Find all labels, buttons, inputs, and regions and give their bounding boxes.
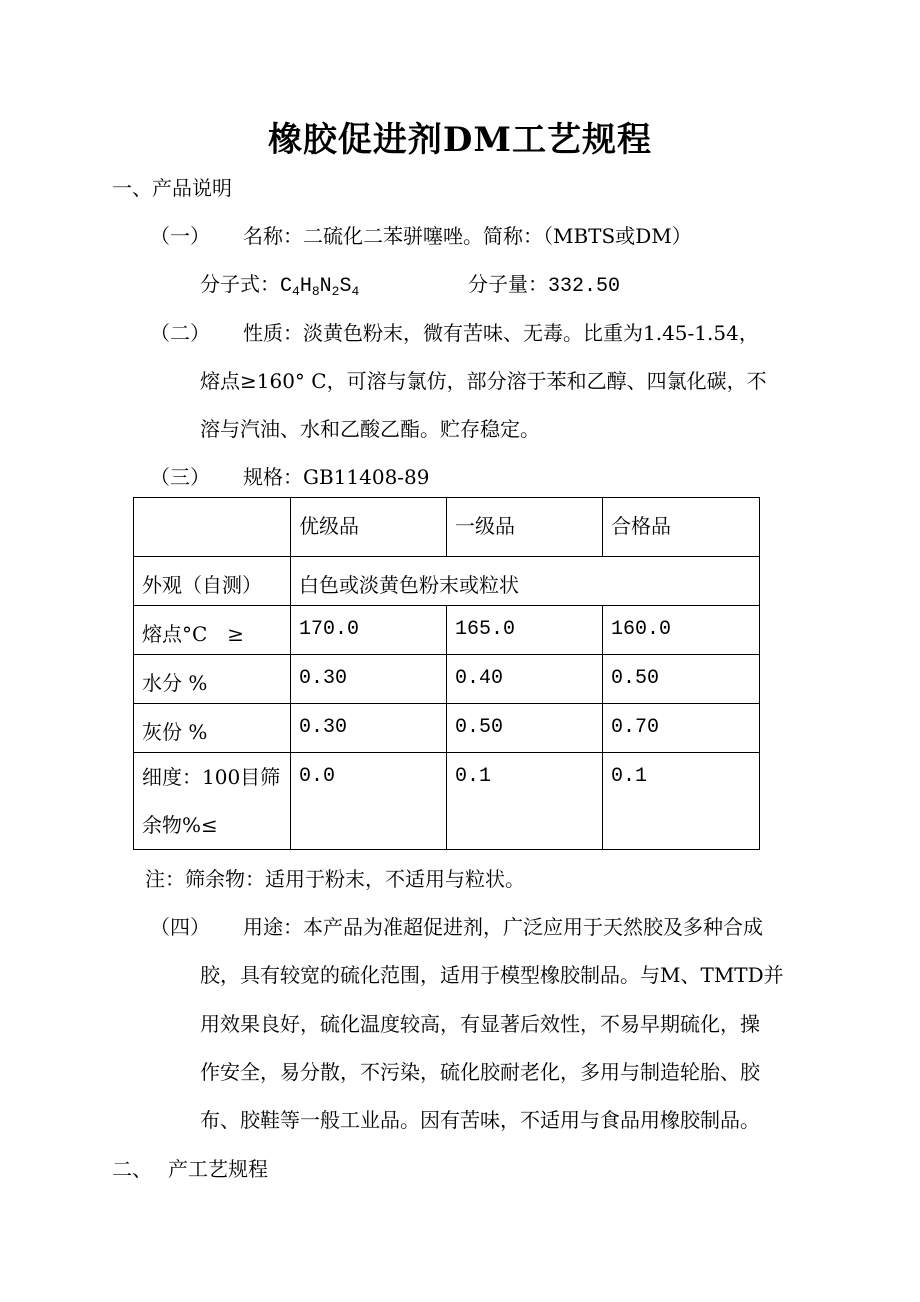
mw-label: 分子量：	[468, 272, 548, 296]
table-cell: 0.0	[291, 753, 447, 850]
usage-line-4: 作安全，易分散，不污染，硫化胶耐老化，多用与制造轮胎、胶	[200, 1060, 760, 1084]
item-number-4: （四）	[150, 915, 210, 939]
properties-line-3: 溶与汽油、水和乙酸乙酯。贮存稳定。	[200, 417, 540, 441]
row-label: 细度：100目筛 余物%≤	[134, 753, 291, 850]
table-row	[134, 704, 760, 753]
properties-line-1: 性质：淡黄色粉末，微有苦味、无毒。比重为1.45-1.54，	[243, 321, 759, 345]
row-label: 灰份 %	[134, 704, 291, 753]
product-name-line: 名称：二硫化二苯骈噻唑。简称：（MBTS或DM）	[243, 224, 692, 248]
mw-value: 332.50	[548, 275, 621, 298]
table-cell: 0.70	[603, 704, 760, 753]
header-cell-qualified: 合格品	[603, 498, 760, 557]
item-number-1: （一）	[150, 224, 210, 248]
table-cell: 165.0	[447, 606, 603, 655]
document-title: 橡胶促进剂DM工艺规程	[267, 120, 653, 160]
properties-line-2: 熔点≥160° C，可溶与氯仿，部分溶于苯和乙醇、四氯化碳，不	[200, 369, 767, 393]
table-cell: 170.0	[291, 606, 447, 655]
usage-line-5: 布、胶鞋等一般工业品。因有苦味，不适用与食品用橡胶制品。	[200, 1108, 760, 1132]
usage-line-3: 用效果良好，硫化温度较高，有显著后效性，不易早期硫化，操	[200, 1012, 760, 1036]
table-header-row	[134, 498, 760, 557]
row-label: 水分 %	[134, 655, 291, 704]
row-label: 外观（自测）	[134, 557, 291, 606]
section-heading-2: 产工艺规程	[168, 1157, 268, 1181]
table-cell: 0.30	[291, 655, 447, 704]
table-note: 注：筛余物：适用于粉末，不适用与粒状。	[145, 867, 525, 891]
table-row	[134, 655, 760, 704]
header-cell-premium: 优级品	[291, 498, 447, 557]
item-number-3: （三）	[150, 465, 210, 489]
usage-line-1: 用途：本产品为准超促进剂，广泛应用于天然胶及多种合成	[243, 915, 763, 939]
header-cell-first-grade: 一级品	[447, 498, 603, 557]
header-cell-empty	[134, 498, 291, 557]
table-row	[134, 606, 760, 655]
molecular-weight	[468, 268, 620, 298]
table-cell: 0.40	[447, 655, 603, 704]
molecular-formula	[200, 268, 359, 298]
formula-label: 分子式：	[200, 272, 280, 296]
table-cell: 0.1	[603, 753, 760, 850]
table-row-fineness	[134, 753, 760, 850]
table-cell: 0.30	[291, 704, 447, 753]
usage-line-2: 胶，具有较宽的硫化范围，适用于模型橡胶制品。与M、TMTD并	[200, 963, 784, 987]
row-label: 熔点°C ≥	[134, 606, 291, 655]
table-cell: 0.50	[447, 704, 603, 753]
table-row-appearance	[134, 557, 760, 606]
table-cell: 0.1	[447, 753, 603, 850]
appearance-value: 白色或淡黄色粉末或粒状	[291, 557, 760, 606]
table-cell: 0.50	[603, 655, 760, 704]
formula-value: $C_4H_8N_2S_4$	[280, 275, 360, 299]
item-number-2: （二）	[150, 321, 210, 345]
section-heading-1: 一、产品说明	[112, 176, 232, 200]
section-number-2: 二、	[112, 1157, 152, 1181]
specification-line: 规格：GB11408-89	[243, 465, 430, 489]
table-cell: 160.0	[603, 606, 760, 655]
specification-table	[133, 497, 760, 850]
